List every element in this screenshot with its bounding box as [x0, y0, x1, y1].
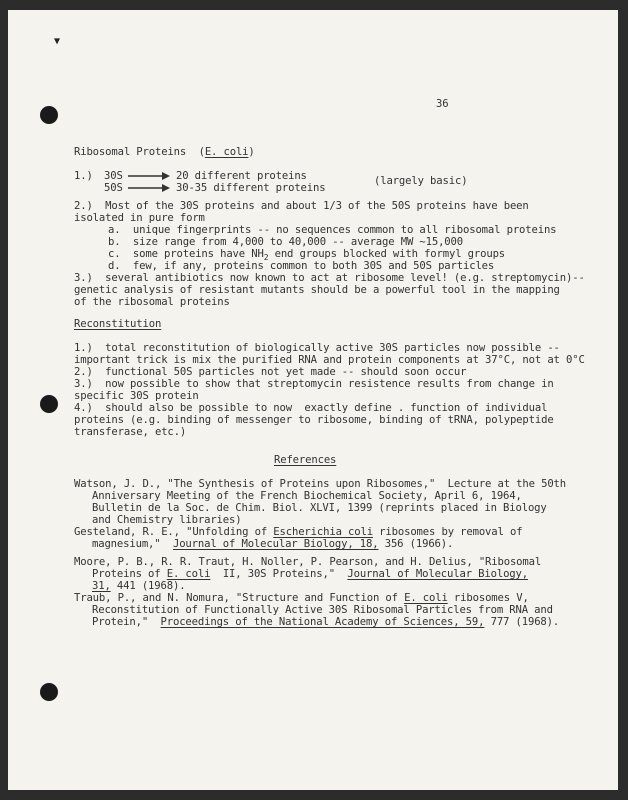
- ref-moore-journal: Journal of Molecular Biology,: [347, 568, 528, 580]
- recon-1-line-2: important trick is mix the purified RNA and protein components at 37°C, not at 0°C: [74, 354, 585, 366]
- item-2d: d. few, if any, proteins common to both 30S and 50S particles: [108, 260, 495, 272]
- ref-moore-volume: 31,: [92, 580, 111, 592]
- ref-moore-line-2: [92, 568, 528, 580]
- ref-watson-line-2: Anniversary Meeting of the French Biochemical Society, April 6, 1964,: [92, 490, 522, 502]
- punch-hole-top: [40, 106, 58, 124]
- ref-traub-pre: Traub, P., and N. Nomura, "Structure and Function of: [74, 592, 405, 604]
- item-2a: a. unique fingerprints -- no sequences common to all ribosomal proteins: [108, 224, 557, 236]
- ref-traub-line-3: [92, 616, 559, 628]
- ref-traub-organism: E. coli: [404, 592, 448, 604]
- ref-moore-line-1: Moore, P. B., R. R. Traut, H. Noller, P. Pearson, and H. Delius, "Ribosomal: [74, 556, 542, 568]
- ref-gesteland-journal: Journal of Molecular Biology, 18,: [172, 538, 379, 550]
- ref-moore-line-3: [92, 580, 185, 592]
- ref-gesteland-post: ribosomes by removal of: [372, 526, 523, 538]
- unit-30s-text: 20 different proteins: [176, 170, 307, 182]
- ref-gesteland-pre: Gesteland, R. E., "Unfolding of: [74, 526, 274, 538]
- item-2c-post: end groups blocked with formyl groups: [268, 248, 506, 260]
- title-paren-close: ): [248, 146, 255, 158]
- ref-traub-line-1: [74, 592, 529, 604]
- section-title: [74, 146, 255, 158]
- ref-watson-line-1: Watson, J. D., "The Synthesis of Proteins upon Ribosomes," Lecture at the 50th: [74, 478, 567, 490]
- recon-3-line-1: 3.) now possible to show that streptomycin resistence results from change in: [74, 378, 554, 390]
- ref-traub-journal: Proceedings of the National Academy of Sciences, 59,: [160, 616, 485, 628]
- recon-4-line-2: proteins (e.g. binding of messenger to ribosome, binding of tRNA, polypeptide: [74, 414, 554, 426]
- ref-watson-line-3: Bulletin de la Soc. de Chim. Biol. XLVI, 1399 (reprints placed in Biology: [92, 502, 547, 514]
- title-label: Ribosomal Proteins: [74, 146, 187, 158]
- references-heading: References: [274, 454, 337, 466]
- punch-hole-bottom: [40, 683, 58, 701]
- item-3-line-3: of the ribosomal proteins: [74, 296, 230, 308]
- ref-traub-pages: 777 (1968).: [484, 616, 560, 628]
- ref-gesteland-line-2: [92, 538, 453, 550]
- ref-moore-pages: 441 (1968).: [110, 580, 186, 592]
- ref-traub-l3-pre: Protein,": [92, 616, 161, 628]
- item-2-line-2: isolated in pure form: [74, 212, 205, 224]
- item-3-line-2: genetic analysis of resistant mutants should be a powerful tool in the mapping: [74, 284, 560, 296]
- recon-2: 2.) functional 50S particles not yet made -- should soon occur: [74, 366, 467, 378]
- title-organism: E. coli: [204, 146, 249, 158]
- item-2c-sub: 2: [263, 253, 269, 263]
- document-page: [8, 10, 618, 790]
- recon-1-line-1: 1.) total reconstitution of biologically active 30S particles now possible --: [74, 342, 560, 354]
- ref-moore-mid: II, 30S Proteins,": [210, 568, 348, 580]
- title-paren-open: (: [198, 146, 205, 158]
- item-2b: b. size range from 4,000 to 40,000 -- average MW ~15,000: [108, 236, 463, 248]
- item-3-line-1: 3.) several antibiotics now known to act at ribosome level! (e.g. streptomycin)--: [74, 272, 585, 284]
- ref-gesteland-line-1: [74, 526, 522, 538]
- ref-gesteland-organism: Escherichia coli: [273, 526, 373, 538]
- ref-traub-line-2: Reconstitution of Functionally Active 30S Ribosomal Particles from RNA and: [92, 604, 553, 616]
- recon-4-line-1: 4.) should also be possible to now exactly define . function of individual: [74, 402, 548, 414]
- corner-mark: ▼: [54, 36, 61, 47]
- arrow-icon-30s: [128, 171, 170, 181]
- ref-gesteland-pages: 356 (1966).: [378, 538, 454, 550]
- item-2c-pre: c. some proteins have NH: [108, 248, 264, 260]
- ref-moore-pre: Proteins of: [92, 568, 167, 580]
- ref-watson-line-4: and Chemistry libraries): [92, 514, 242, 526]
- item-1-number: 1.): [74, 170, 93, 182]
- basic-note: (largely basic): [374, 175, 468, 187]
- recon-3-line-2: specific 30S protein: [74, 390, 199, 402]
- ref-traub-post: ribosomes V,: [447, 592, 529, 604]
- recon-4-line-3: transferase, etc.): [74, 426, 187, 438]
- reconstitution-heading: Reconstitution: [74, 318, 162, 330]
- ref-moore-organism: E. coli: [166, 568, 211, 580]
- unit-50s-text: 30-35 different proteins: [176, 182, 326, 194]
- item-2-line-1: 2.) Most of the 30S proteins and about 1/3 of the 50S proteins have been: [74, 200, 529, 212]
- arrow-icon-50s: [128, 183, 170, 193]
- unit-30s: 30S: [104, 170, 123, 182]
- unit-50s: 50S: [104, 182, 123, 194]
- ref-gesteland-l2-pre: magnesium,": [92, 538, 173, 550]
- punch-hole-middle: [40, 395, 58, 413]
- page-number: 36: [436, 98, 449, 110]
